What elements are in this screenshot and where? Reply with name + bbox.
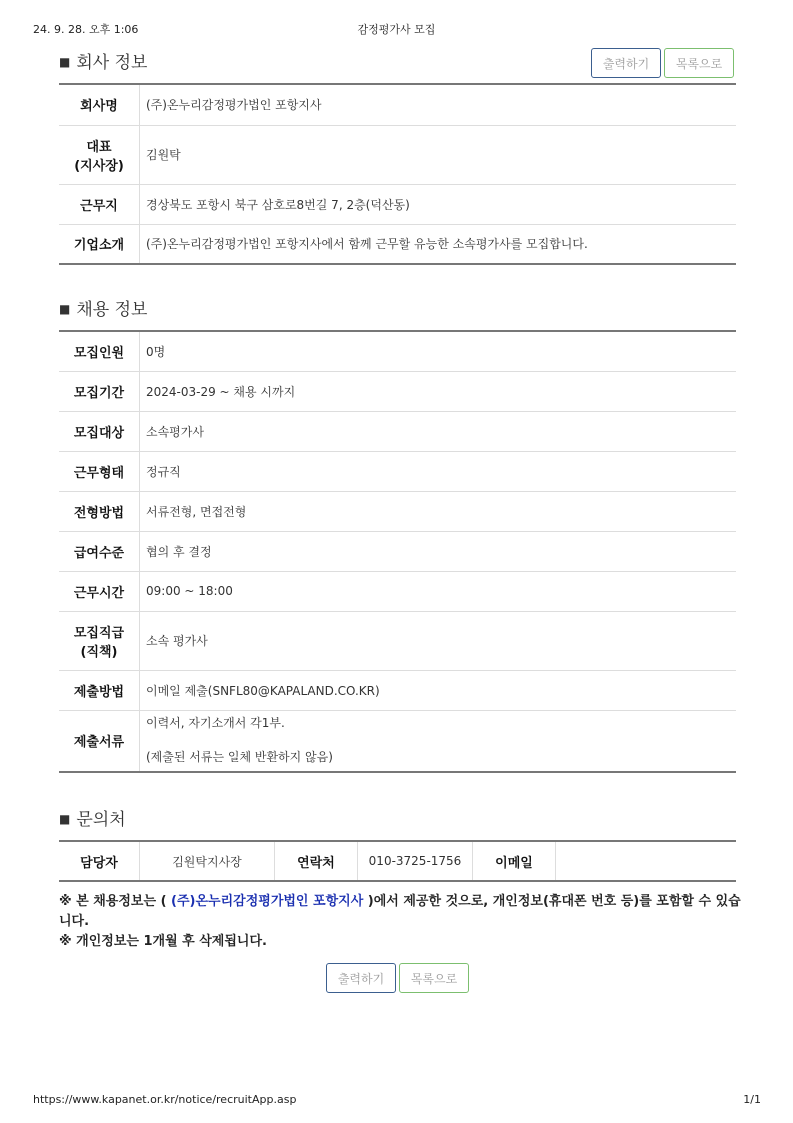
email-value [556,841,737,881]
period-value: 2024-03-29 ~ 채용 시까지 [140,371,737,411]
recruit-section-title: ■ 채용 정보 [59,300,148,320]
representative-label: 대표 (지사장) [59,125,140,184]
salary-label: 급여수준 [59,531,140,571]
company-name-label: 회사명 [59,84,140,125]
square-bullet-icon: ■ [59,55,71,69]
company-intro-label: 기업소개 [59,224,140,264]
email-label: 이메일 [473,841,556,881]
table-row [59,611,736,670]
company-intro-value: (주)온누리감정평가법인 포항지사에서 함께 근무할 유능한 소속평가사를 모집합니다. [146,237,588,252]
table-row [59,491,736,531]
documents-value: 이력서, 자기소개서 각1부. (제출된 서류는 일체 반환하지 않음) [146,716,333,765]
salary-value: 협의 후 결정 [140,531,737,571]
target-label: 모집대상 [59,411,140,451]
company-info-table [59,83,736,265]
table-row [59,125,736,184]
privacy-notice [59,892,749,952]
table-row [59,411,736,451]
workplace-value: 경상북도 포항시 북구 삼호로8번길 7, 2층(덕산동) [140,184,737,224]
table-row [59,841,736,881]
submit-method-label: 제출방법 [59,670,140,710]
table-row [59,84,736,125]
workplace-label: 근무지 [59,184,140,224]
submit-method-value: 이메일 제출(SNFL80@KAPALAND.CO.KR) [140,670,737,710]
square-bullet-icon: ■ [59,812,71,826]
target-value: 소속평가사 [140,411,737,451]
print-date: 24. 9. 28. 오후 1:06 [33,23,139,36]
contact-table [59,840,736,882]
table-row [59,531,736,571]
period-label: 모집기간 [59,371,140,411]
company-name-value: (주)온누리감정평가법인 포항지사 [140,84,737,125]
position-value: 소속 평가사 [140,611,737,670]
square-bullet-icon: ■ [59,302,71,316]
contact-section-title: ■ 문의처 [59,810,126,830]
table-row [59,710,736,772]
notice-line-1: ※ 본 채용정보는 ( (주)온누리감정평가법인 포항지사 )에서 제공한 것으로, 개인정보(휴대폰 번호 등)를 포함할 수 있습니다. [59,894,741,929]
employment-type-label: 근무형태 [59,451,140,491]
table-row [59,451,736,491]
print-button-top[interactable]: 출력하기 [591,48,661,78]
phone-label: 연락처 [275,841,358,881]
recruit-info-table [59,330,736,773]
table-row [59,331,736,371]
headcount-value: 0명 [140,331,737,371]
notice-line-2: ※ 개인정보는 1개월 후 삭제됩니다. [59,934,267,949]
work-hours-label: 근무시간 [59,571,140,611]
notice-company-name: (주)온누리감정평가법인 포항지사 [171,894,364,909]
work-hours-value: 09:00 ~ 18:00 [140,571,737,611]
page-number: 1/1 [743,1093,761,1106]
print-button-bottom[interactable]: 출력하기 [326,963,396,993]
table-row [59,371,736,411]
selection-method-label: 전형방법 [59,491,140,531]
selection-method-value: 서류전형, 면접전형 [140,491,737,531]
position-label: 모집직급 (직책) [59,611,140,670]
print-page-title: 감정평가사 모집 [357,23,436,36]
list-button-top[interactable]: 목록으로 [664,48,734,78]
documents-label: 제출서류 [59,710,140,772]
company-section-title: ■ 회사 정보 [59,53,148,73]
headcount-label: 모집인원 [59,331,140,371]
table-row [59,184,736,224]
manager-label: 담당자 [59,841,140,881]
table-row [59,571,736,611]
table-row [59,224,736,264]
representative-value: 김원탁 [140,125,737,184]
print-url: https://www.kapanet.or.kr/notice/recruitApp.asp [33,1093,297,1106]
table-row [59,670,736,710]
phone-value: 010-3725-1756 [358,841,473,881]
manager-value: 김원탁지사장 [140,841,275,881]
employment-type-value: 정규직 [140,451,737,491]
list-button-bottom[interactable]: 목록으로 [399,963,469,993]
